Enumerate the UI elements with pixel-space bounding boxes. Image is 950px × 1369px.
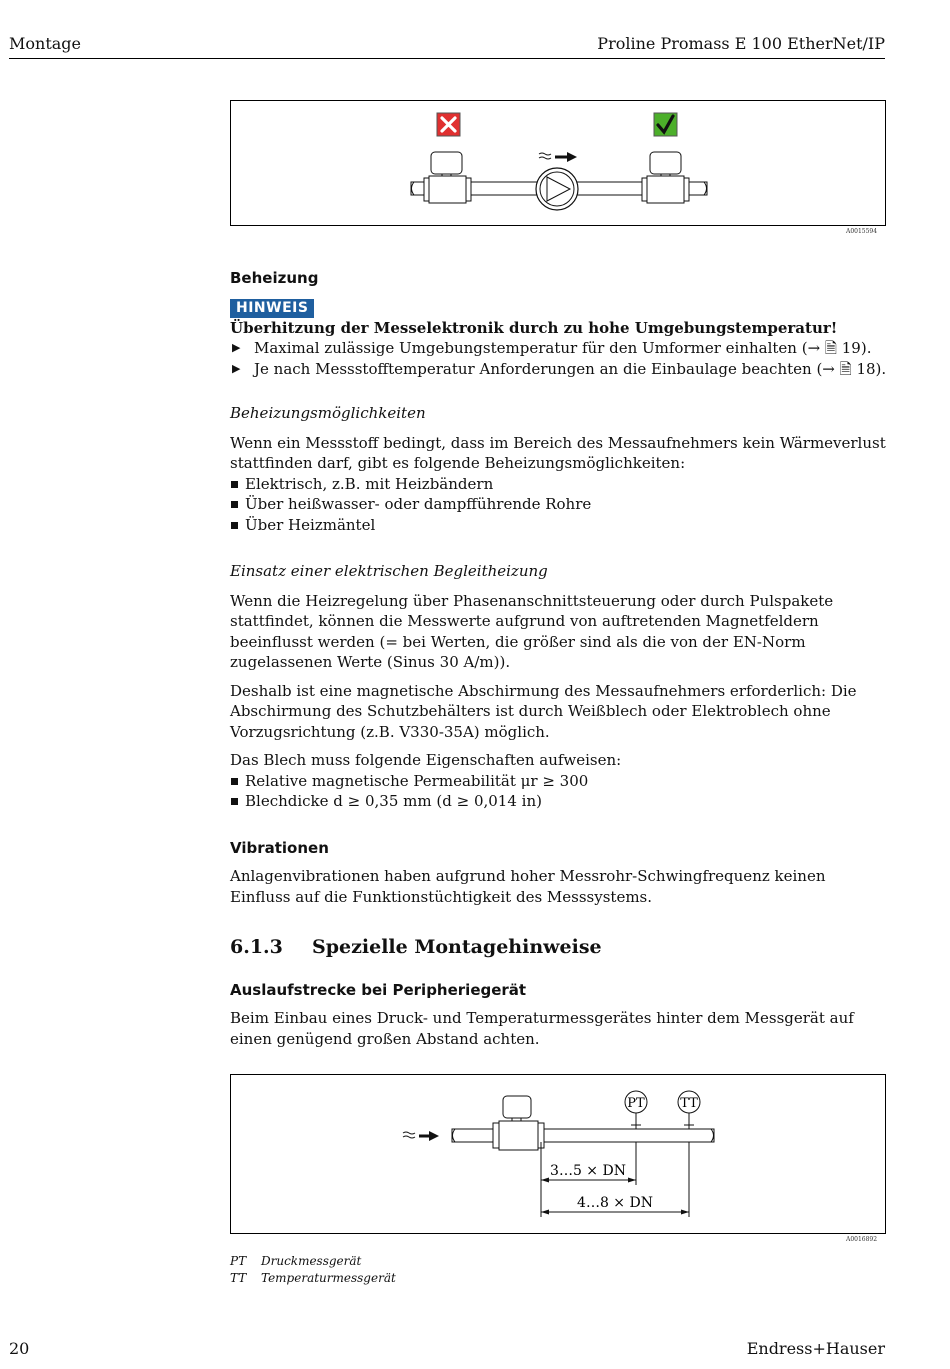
flowmeter — [493, 1096, 544, 1150]
notice-title: Überhitzung der Messelektronik durch zu hohe Umgebungstemperatur! — [230, 318, 838, 337]
legend-item — [230, 1270, 396, 1287]
dimension-tt: 4…8 × DN — [577, 1195, 653, 1211]
dimension-pt: 3…5 × DN — [550, 1163, 626, 1179]
pump-icon — [536, 168, 578, 210]
page-number: 20 — [9, 1339, 30, 1358]
flowmeter-left — [424, 152, 471, 203]
heading-vibrations: Vibrationen — [230, 838, 329, 857]
heading-heating: Beheizung — [230, 269, 319, 287]
heating-section — [230, 268, 890, 1049]
legend-abbr: TT — [230, 1271, 247, 1285]
figure-pump-installation — [230, 100, 886, 226]
wrong-icon — [437, 113, 460, 136]
subheading-options: Beheizungsmöglichkeiten — [230, 404, 426, 422]
list-item: Über heißwasser- oder dampfführende Rohre — [230, 494, 890, 515]
legend-abbr: PT — [230, 1254, 247, 1268]
section-number: 6.1.3 — [230, 936, 283, 958]
list-item: Über Heizmäntel — [230, 515, 890, 536]
list-item: Blechdicke d ≥ 0,35 mm (d ≥ 0,014 in) — [230, 791, 890, 812]
header-product: Proline Promass E 100 EtherNet/IP — [597, 34, 885, 53]
header-section: Montage — [9, 34, 81, 53]
pipe — [452, 1129, 714, 1142]
pt-symbol-label: PT — [627, 1096, 645, 1111]
legend-item — [230, 1253, 396, 1270]
section-name: Spezielle Montagehinweise — [312, 936, 602, 958]
outlet-run-diagram — [231, 1075, 885, 1233]
list-item: ▶ Je nach Messstofftemperatur Anforderungen an die Einbaulage beachten (→ 🗎 18). — [230, 359, 890, 380]
vibrations-text: Anlagenvibrationen haben aufgrund hoher Messrohr-Schwingfrequenz keinen Einfluss auf die Funktionstüchtigkeit des Messsystems. — [230, 867, 826, 906]
flow-arrow-icon — [403, 1131, 439, 1141]
figure-id: A0015594 — [846, 228, 878, 235]
tt-symbol-label: TT — [680, 1096, 698, 1111]
list-item: Relative magnetische Permeabilität μr ≥ 300 — [230, 771, 890, 792]
flow-arrow-icon — [539, 152, 577, 162]
figure-legend — [230, 1253, 396, 1287]
notice-list — [230, 338, 890, 379]
pump-installation-diagram — [231, 101, 885, 225]
electric-paragraph-2: Deshalb ist eine magnetische Abschirmung des Messaufnehmers erforderlich: Die Abschirmung des Schutzbehälters ist durch Weißblech oder Elektroblech ohne Vorzugsrichtung (z.B. V330-35A) möglich. — [230, 681, 857, 741]
electric-paragraph-3: Das Blech muss folgende Eigenschaften aufweisen: — [230, 751, 622, 769]
subheading-electric: Einsatz einer elektrischen Begleitheizung — [230, 562, 548, 580]
electric-paragraph-1: Wenn die Heizregelung über Phasenanschnittsteuerung oder durch Pulspakete stattfindet, können die Messwerte aufgrund von auftretenden Magnetfeldern beeinflusst werden (= bei Werten, die größer sind als die von der EN-Norm zugelassenen Werte (Sinus 30 A/m)). — [230, 591, 834, 671]
sheet-properties-list — [230, 771, 890, 812]
outlet-text: Beim Einbau eines Druck- und Temperaturmessgerätes hinter dem Messgerät auf einen genügend großen Abstand achten. — [230, 1009, 854, 1048]
flowmeter-right — [642, 152, 689, 203]
heading-outlet: Auslaufstrecke bei Peripheriegerät — [230, 980, 527, 999]
header-rule — [9, 58, 885, 59]
figure-outlet-run — [230, 1074, 886, 1234]
options-intro: Wenn ein Messstoff bedingt, dass im Bereich des Messaufnehmers kein Wärmeverlust stattfinden darf, gibt es folgende Beheizungsmöglichkeiten: — [230, 433, 886, 472]
footer-brand: Endress+Hauser — [746, 1339, 885, 1358]
figure-id: A0016892 — [846, 1236, 878, 1243]
list-item: Elektrisch, z.B. mit Heizbändern — [230, 474, 890, 495]
legend-text: Druckmessgerät — [261, 1254, 362, 1268]
check-icon — [654, 113, 677, 136]
list-item: ▶ Maximal zulässige Umgebungstemperatur für den Umformer einhalten (→ 🗎 19). — [230, 338, 890, 359]
options-list — [230, 474, 890, 536]
legend-text: Temperaturmessgerät — [261, 1271, 396, 1285]
section-title — [230, 937, 890, 958]
notice-badge: HINWEIS — [230, 299, 314, 318]
